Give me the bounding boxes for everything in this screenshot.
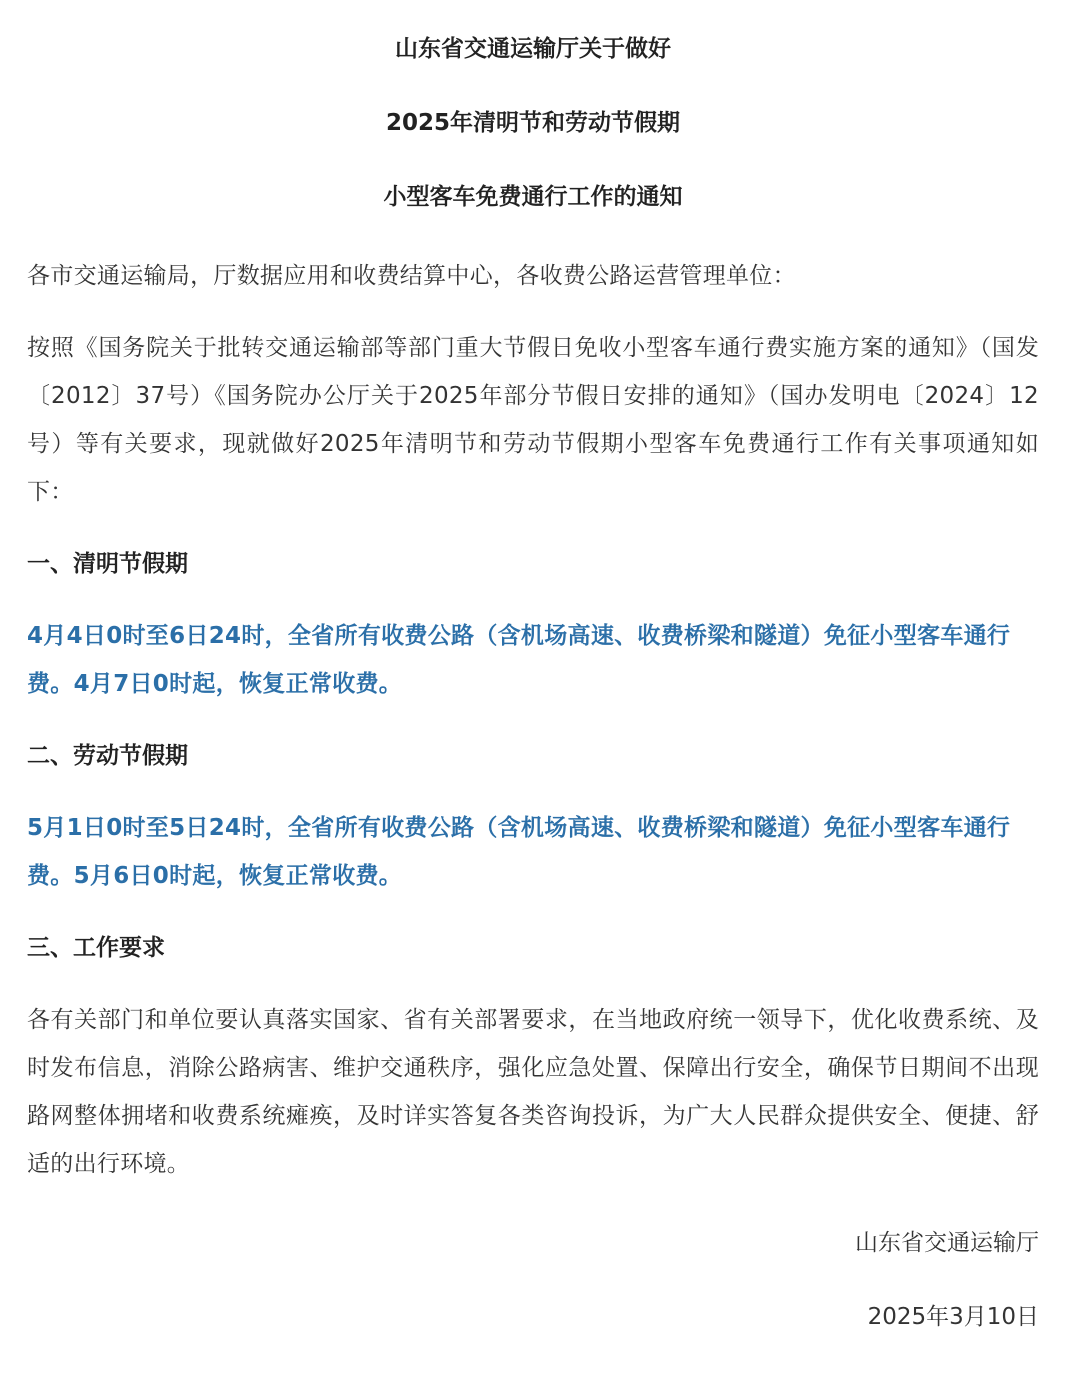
section-body-labor-day: 5月1日0时至5日24时，全省所有收费公路（含机场高速、收费桥梁和隧道）免征小型客车通行费。5月6日0时起，恢复正常收费。 [27,815,1011,889]
signature-date: 2025年3月10日 [867,1304,1039,1330]
section-heading-labor-day: 二、劳动节假期 [27,743,188,769]
section-body-qingming: 4月4日0时至6日24时，全省所有收费公路（含机场高速、收费桥梁和隧道）免征小型客车通行费。4月7日0时起，恢复正常收费。 [27,623,1011,697]
addressee: 各市交通运输局，厅数据应用和收费结算中心，各收费公路运营管理单位： [27,263,796,289]
title-line-1: 山东省交通运输厅关于做好 [395,36,671,62]
title-line-2: 2025年清明节和劳动节假期 [385,110,680,136]
section-heading-qingming: 一、清明节假期 [27,551,188,577]
signature-org: 山东省交通运输厅 [855,1230,1039,1256]
section-body-requirements: 各有关部门和单位要认真落实国家、省有关部署要求，在当地政府统一领导下，优化收费系统、及时发布信息，消除公路病害、维护交通秩序，强化应急处置、保障出行安全，确保节日期间不出现路网整体拥堵和收费系统瘫痪，及时详实答复各类咨询投诉，为广大人民群众提供安全、便捷、舒适的出行环境。 [27,1007,1039,1177]
title-line-3: 小型客车免费通行工作的通知 [383,184,683,210]
intro-paragraph: 按照《国务院关于批转交通运输部等部门重大节假日免收小型客车通行费实施方案的通知》（国发〔2012〕37号）《国务院办公厅关于2025年部分节假日安排的通知》（国办发明电〔2024〕12号）等有关要求，现就做好2025年清明节和劳动节假期小型客车免费通行工作有关事项通知如下： [27,335,1039,505]
section-heading-requirements: 三、工作要求 [27,935,165,961]
